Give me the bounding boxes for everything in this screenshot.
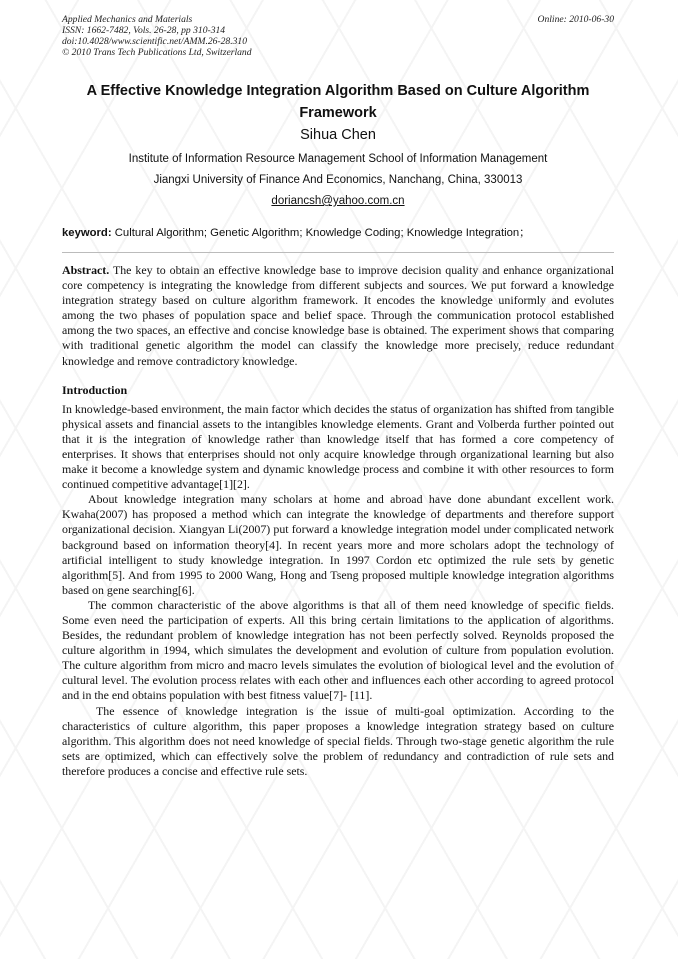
keyword-label: keyword: xyxy=(62,227,112,239)
intro-paragraph-1: In knowledge-based environment, the main factor which decides the status of organization has shifted from tangible physical assets and financial assets to the intangibles knowledge elements. Grant and Volberda further pointed out that it is the integration of knowledge rather than knowledge itself that has formed a core competency of enterprises. It shows that enterprises should not only acquire knowledge through organizational learning but also make it become a knowledge system and dynamic knowledge process and combine it with other resources to form continued competitive advantage[1][2]. xyxy=(62,401,614,492)
abstract-text: The key to obtain an effective knowledge base to improve decision quality and enhance organizational core competency is integrating the knowledge from different subjects and sources. We put forward a knowledge integration strategy based on culture algorithm framework. It encodes the knowledge uniformly and evolutes among the two phases of population space and belief space. Through the communication protocol established among the two spaces, an effective and concise knowledge base is obtained. The experiment shows that comparing with traditional genetic algorithm the model can classify the knowledge more precisely, reduce redundant knowledge and remove contradictory knowledge. xyxy=(62,263,614,368)
intro-paragraph-4: The essence of knowledge integration is the issue of multi-goal optimization. According to the characteristics of culture algorithm, this paper proposes a knowledge integration strategy based on culture algorithm. This algorithm does not need knowledge of special fields. Through two-stage genetic algorithm the rule sets are optimized, which can effectively solve the problem of redundancy and contradiction of rule sets and therefore produces a concise and effective rule sets. xyxy=(62,703,614,778)
author-email-link[interactable]: doriancsh@yahoo.com.cn xyxy=(271,195,405,207)
online-date: Online: 2010-06-30 xyxy=(537,14,614,25)
introduction-body xyxy=(62,402,614,779)
paper-page xyxy=(62,14,614,779)
journal-header xyxy=(62,14,614,58)
section-heading-introduction: Introduction xyxy=(62,382,128,397)
keyword-text: Cultural Algorithm; Genetic Algorithm; Knowledge Coding; Knowledge Integration； xyxy=(111,227,531,239)
doi-line: doi:10.4028/www.scientific.net/AMM.26-28.310 xyxy=(62,36,248,47)
abstract xyxy=(62,263,614,369)
affiliation-line-1: Institute of Information Resource Management School of Information Management xyxy=(128,153,548,165)
journal-name: Applied Mechanics and Materials xyxy=(62,14,193,25)
keywords xyxy=(62,226,614,240)
issn-line: ISSN: 1662-7482, Vols. 26-28, pp 310-314 xyxy=(62,25,226,36)
author-name: Sihua Chen xyxy=(300,127,376,143)
copyright-line: © 2010 Trans Tech Publications Ltd, Switzerland xyxy=(62,47,252,58)
intro-paragraph-2: About knowledge integration many scholars at home and abroad have done abundant excellent work. Kwaha(2007) has proposed a method which can integrate the knowledge of departments and therefore support organizational decision. Xiangyan Li(2007) put forward a knowledge integration model under complicated network background based on information theory[4]. In recent years more and more scholars adopt the technology of artificial intelligent to study knowledge integration. In 1997 Cordon etc optimized the rule sets by genetic algorithm[5]. And from 1995 to 2000 Wang, Hong and Tseng proposed multiple knowledge integration algorithms based on gene searching[6]. xyxy=(62,492,614,597)
intro-paragraph-3: The common characteristic of the above algorithms is that all of them need knowledge of specific fields. Some even need the participation of experts. All this bring certain limitations to the application of algorithms. Besides, the redundant problem of knowledge integration has not been perfectly solved. Reynolds proposed the culture algorithm in 1994, which simulates the development and evolution of culture from population evolution. The culture algorithm from micro and macro levels simulates the evolution of biological level and the evolution of cultural level. The evolution process relates with each other and influences each other according to agreed protocol and in the end obtains population with best fitness value[7]- [11]. xyxy=(62,597,614,703)
abstract-label: Abstract. xyxy=(62,263,110,277)
paper-title: A Effective Knowledge Integration Algorithm Based on Culture Algorithm Framework xyxy=(86,83,590,121)
affiliation-line-2: Jiangxi University of Finance And Economics, Nanchang, China, 330013 xyxy=(153,174,523,186)
divider xyxy=(62,252,614,253)
